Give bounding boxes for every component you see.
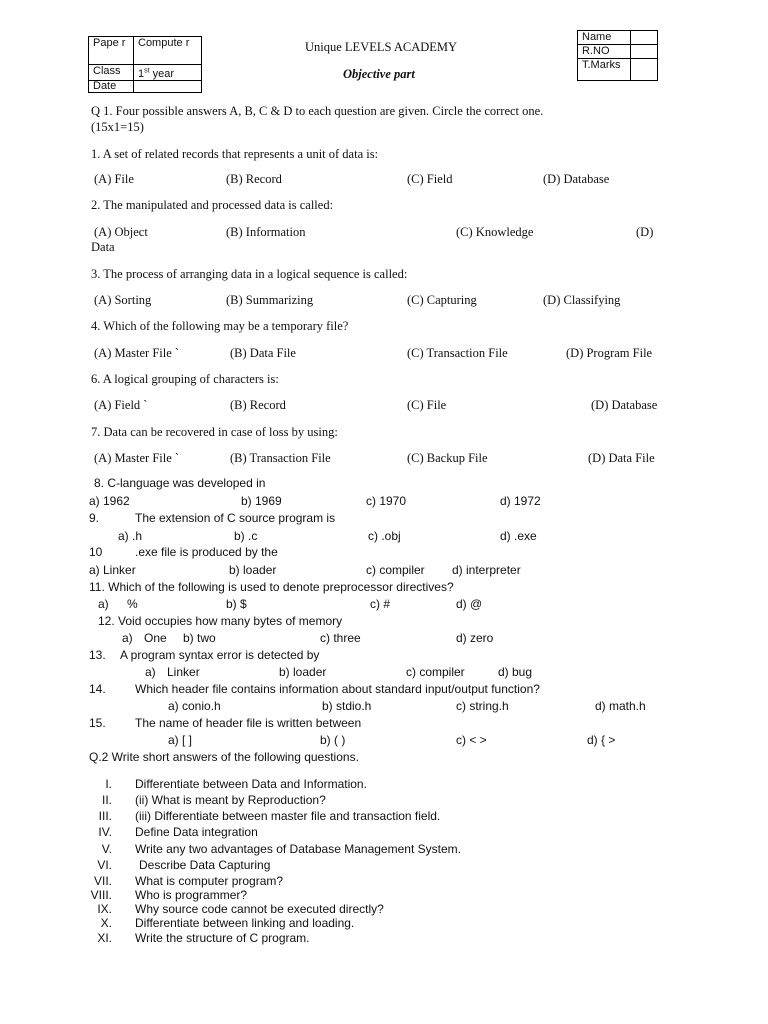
option-b: b) loader <box>229 563 277 577</box>
q2-item-text: (ii) What is meant by Reproduction? <box>135 793 326 807</box>
option-d: (D) Database <box>591 398 658 412</box>
paper-value: Compute r <box>134 37 202 65</box>
rno-field <box>631 45 658 59</box>
q2-item-text: Write the structure of C program. <box>135 931 310 945</box>
option-d: (D) Classifying <box>543 293 621 307</box>
option-d: (D) Database <box>543 172 610 186</box>
name-field <box>631 31 658 45</box>
option-c: c) .obj <box>368 529 401 543</box>
option-d: (D) Data File <box>588 451 655 465</box>
option-c: (C) Field <box>407 172 453 186</box>
q2-item-text: Why source code cannot be executed directly? <box>135 902 384 916</box>
q2-instruction: Q.2 Write short answers of the following questions. <box>89 750 359 764</box>
q2-item-number: IX. <box>97 902 112 916</box>
option-a: a) <box>145 665 156 679</box>
class-value <box>134 65 202 81</box>
question-number-10: 10 <box>89 545 103 559</box>
marks-field <box>631 59 658 81</box>
option-a: a) <box>122 631 133 645</box>
question-11: 11. Which of the following is used to denote preprocessor directives? <box>89 580 454 594</box>
q2-item-number: I. <box>105 777 112 791</box>
option-d-wrap: Data <box>91 240 115 254</box>
option-c: c) 1970 <box>366 494 407 508</box>
student-info-box <box>577 30 658 81</box>
option-a: a) [ ] <box>168 733 193 747</box>
q2-item-text: What is computer program? <box>135 874 284 888</box>
option-b: (B) Information <box>226 225 306 239</box>
class-label: Class <box>89 65 134 81</box>
question-8: 8. C-language was developed in <box>94 476 266 490</box>
q2-item-number: V. <box>101 842 112 856</box>
objective-subtitle: Objective part <box>343 67 415 81</box>
rno-label: R.NO <box>578 45 631 59</box>
q2-item-text: Differentiate between linking and loading. <box>135 916 355 930</box>
option-b: (B) Transaction File <box>230 451 331 465</box>
option-c: (C) File <box>407 398 447 412</box>
question-number-9: 9. <box>89 511 100 525</box>
option-a-text: Linker <box>167 665 200 679</box>
question-3: 3. The process of arranging data in a logical sequence is called: <box>91 267 408 281</box>
option-b: b) $ <box>226 597 247 611</box>
option-d: d) math.h <box>595 699 646 713</box>
option-c: (C) Transaction File <box>407 346 508 360</box>
option-c: c) # <box>370 597 391 611</box>
option-d: d) { > <box>587 733 616 747</box>
option-d: d) zero <box>456 631 494 645</box>
option-b: (B) Summarizing <box>226 293 314 307</box>
q2-item-number: VII. <box>93 874 112 888</box>
q2-item-number: II. <box>101 793 112 807</box>
option-c: (C) Backup File <box>407 451 488 465</box>
question-15: The name of header file is written between <box>135 716 362 730</box>
option-a: a) Linker <box>89 563 136 577</box>
question-13: A program syntax error is detected by <box>120 648 320 662</box>
q1-marks: (15x1=15) <box>91 120 144 134</box>
question-7: 7. Data can be recovered in case of loss by using: <box>91 425 338 439</box>
q2-item-text: Define Data integration <box>135 825 258 839</box>
question-10: .exe file is produced by the <box>135 545 278 559</box>
question-1: 1. A set of related records that represents a unit of data is: <box>91 147 379 161</box>
option-a: (A) Object <box>94 225 148 239</box>
paper-info-box <box>88 36 202 93</box>
date-label: Date <box>89 80 134 92</box>
option-d: d) @ <box>456 597 483 611</box>
option-b: b) stdio.h <box>322 699 372 713</box>
q2-item-text: (iii) Differentiate between master file and transaction field. <box>135 809 441 823</box>
option-c: (C) Capturing <box>407 293 477 307</box>
q2-item-text: Differentiate between Data and Information. <box>135 777 367 791</box>
option-b: (B) Record <box>230 398 286 412</box>
paper-label: Pape r <box>89 37 134 65</box>
question-2: 2. The manipulated and processed data is called: <box>91 198 334 212</box>
option-d: d) .exe <box>500 529 537 543</box>
option-c: c) string.h <box>456 699 509 713</box>
question-number-15: 15. <box>89 716 106 730</box>
option-a: a) 1962 <box>89 494 130 508</box>
option-b: b) two <box>183 631 216 645</box>
question-number-13: 13. <box>89 648 106 662</box>
option-c: c) three <box>320 631 361 645</box>
q2-item-text: Who is programmer? <box>135 888 248 902</box>
option-b: (B) Data File <box>230 346 296 360</box>
option-a: (A) Sorting <box>94 293 152 307</box>
q2-item-number: VI. <box>97 858 112 872</box>
q2-item-number: IV. <box>98 825 112 839</box>
option-a-text: % <box>127 597 138 611</box>
q2-item-number: X. <box>100 916 112 930</box>
q2-item-number: III. <box>98 809 112 823</box>
option-c: c) compiler <box>406 665 465 679</box>
option-b: (B) Record <box>226 172 282 186</box>
question-6: 6. A logical grouping of characters is: <box>91 372 279 386</box>
question-number-14: 14. <box>89 682 106 696</box>
option-a: a) .h <box>118 529 143 543</box>
option-d: d) 1972 <box>500 494 541 508</box>
option-c: (C) Knowledge <box>456 225 534 239</box>
option-c: c) compiler <box>366 563 425 577</box>
option-a: a) <box>98 597 109 611</box>
option-a: (A) Master File ` <box>94 451 180 465</box>
option-d: (D) Program File <box>566 346 653 360</box>
class-value-text: 1st year <box>138 67 175 80</box>
option-b: b) ( ) <box>320 733 346 747</box>
date-value <box>134 80 202 92</box>
q2-item-number: XI. <box>97 931 112 945</box>
option-a: (A) Field ` <box>94 398 148 412</box>
option-a-text: One <box>144 631 167 645</box>
question-9: The extension of C source program is <box>135 511 336 525</box>
option-a: a) conio.h <box>168 699 221 713</box>
option-b: b) loader <box>279 665 327 679</box>
question-4: 4. Which of the following may be a temporary file? <box>91 319 349 333</box>
option-a: (A) File <box>94 172 134 186</box>
option-b: b) 1969 <box>241 494 282 508</box>
name-label: Name <box>578 31 631 45</box>
academy-title: Unique LEVELS ACADEMY <box>305 40 458 54</box>
option-d: d) interpreter <box>452 563 521 577</box>
option-a: (A) Master File ` <box>94 346 180 360</box>
question-14: Which header file contains information about standard input/output function? <box>135 682 540 696</box>
option-d: d) bug <box>498 665 533 679</box>
q1-instruction: Q 1. Four possible answers A, B, C & D to each question are given. Circle the correct one. <box>91 104 544 118</box>
q2-item-text: Write any two advantages of Database Management System. <box>135 842 461 856</box>
question-12: 12. Void occupies how many bytes of memory <box>98 614 343 628</box>
marks-label: T.Marks <box>578 59 631 81</box>
option-d: (D) <box>636 225 654 239</box>
option-c: c) < > <box>456 733 487 747</box>
option-b: b) .c <box>234 529 258 543</box>
q2-item-text: Describe Data Capturing <box>139 858 271 872</box>
q2-item-number: VIII. <box>90 888 112 902</box>
